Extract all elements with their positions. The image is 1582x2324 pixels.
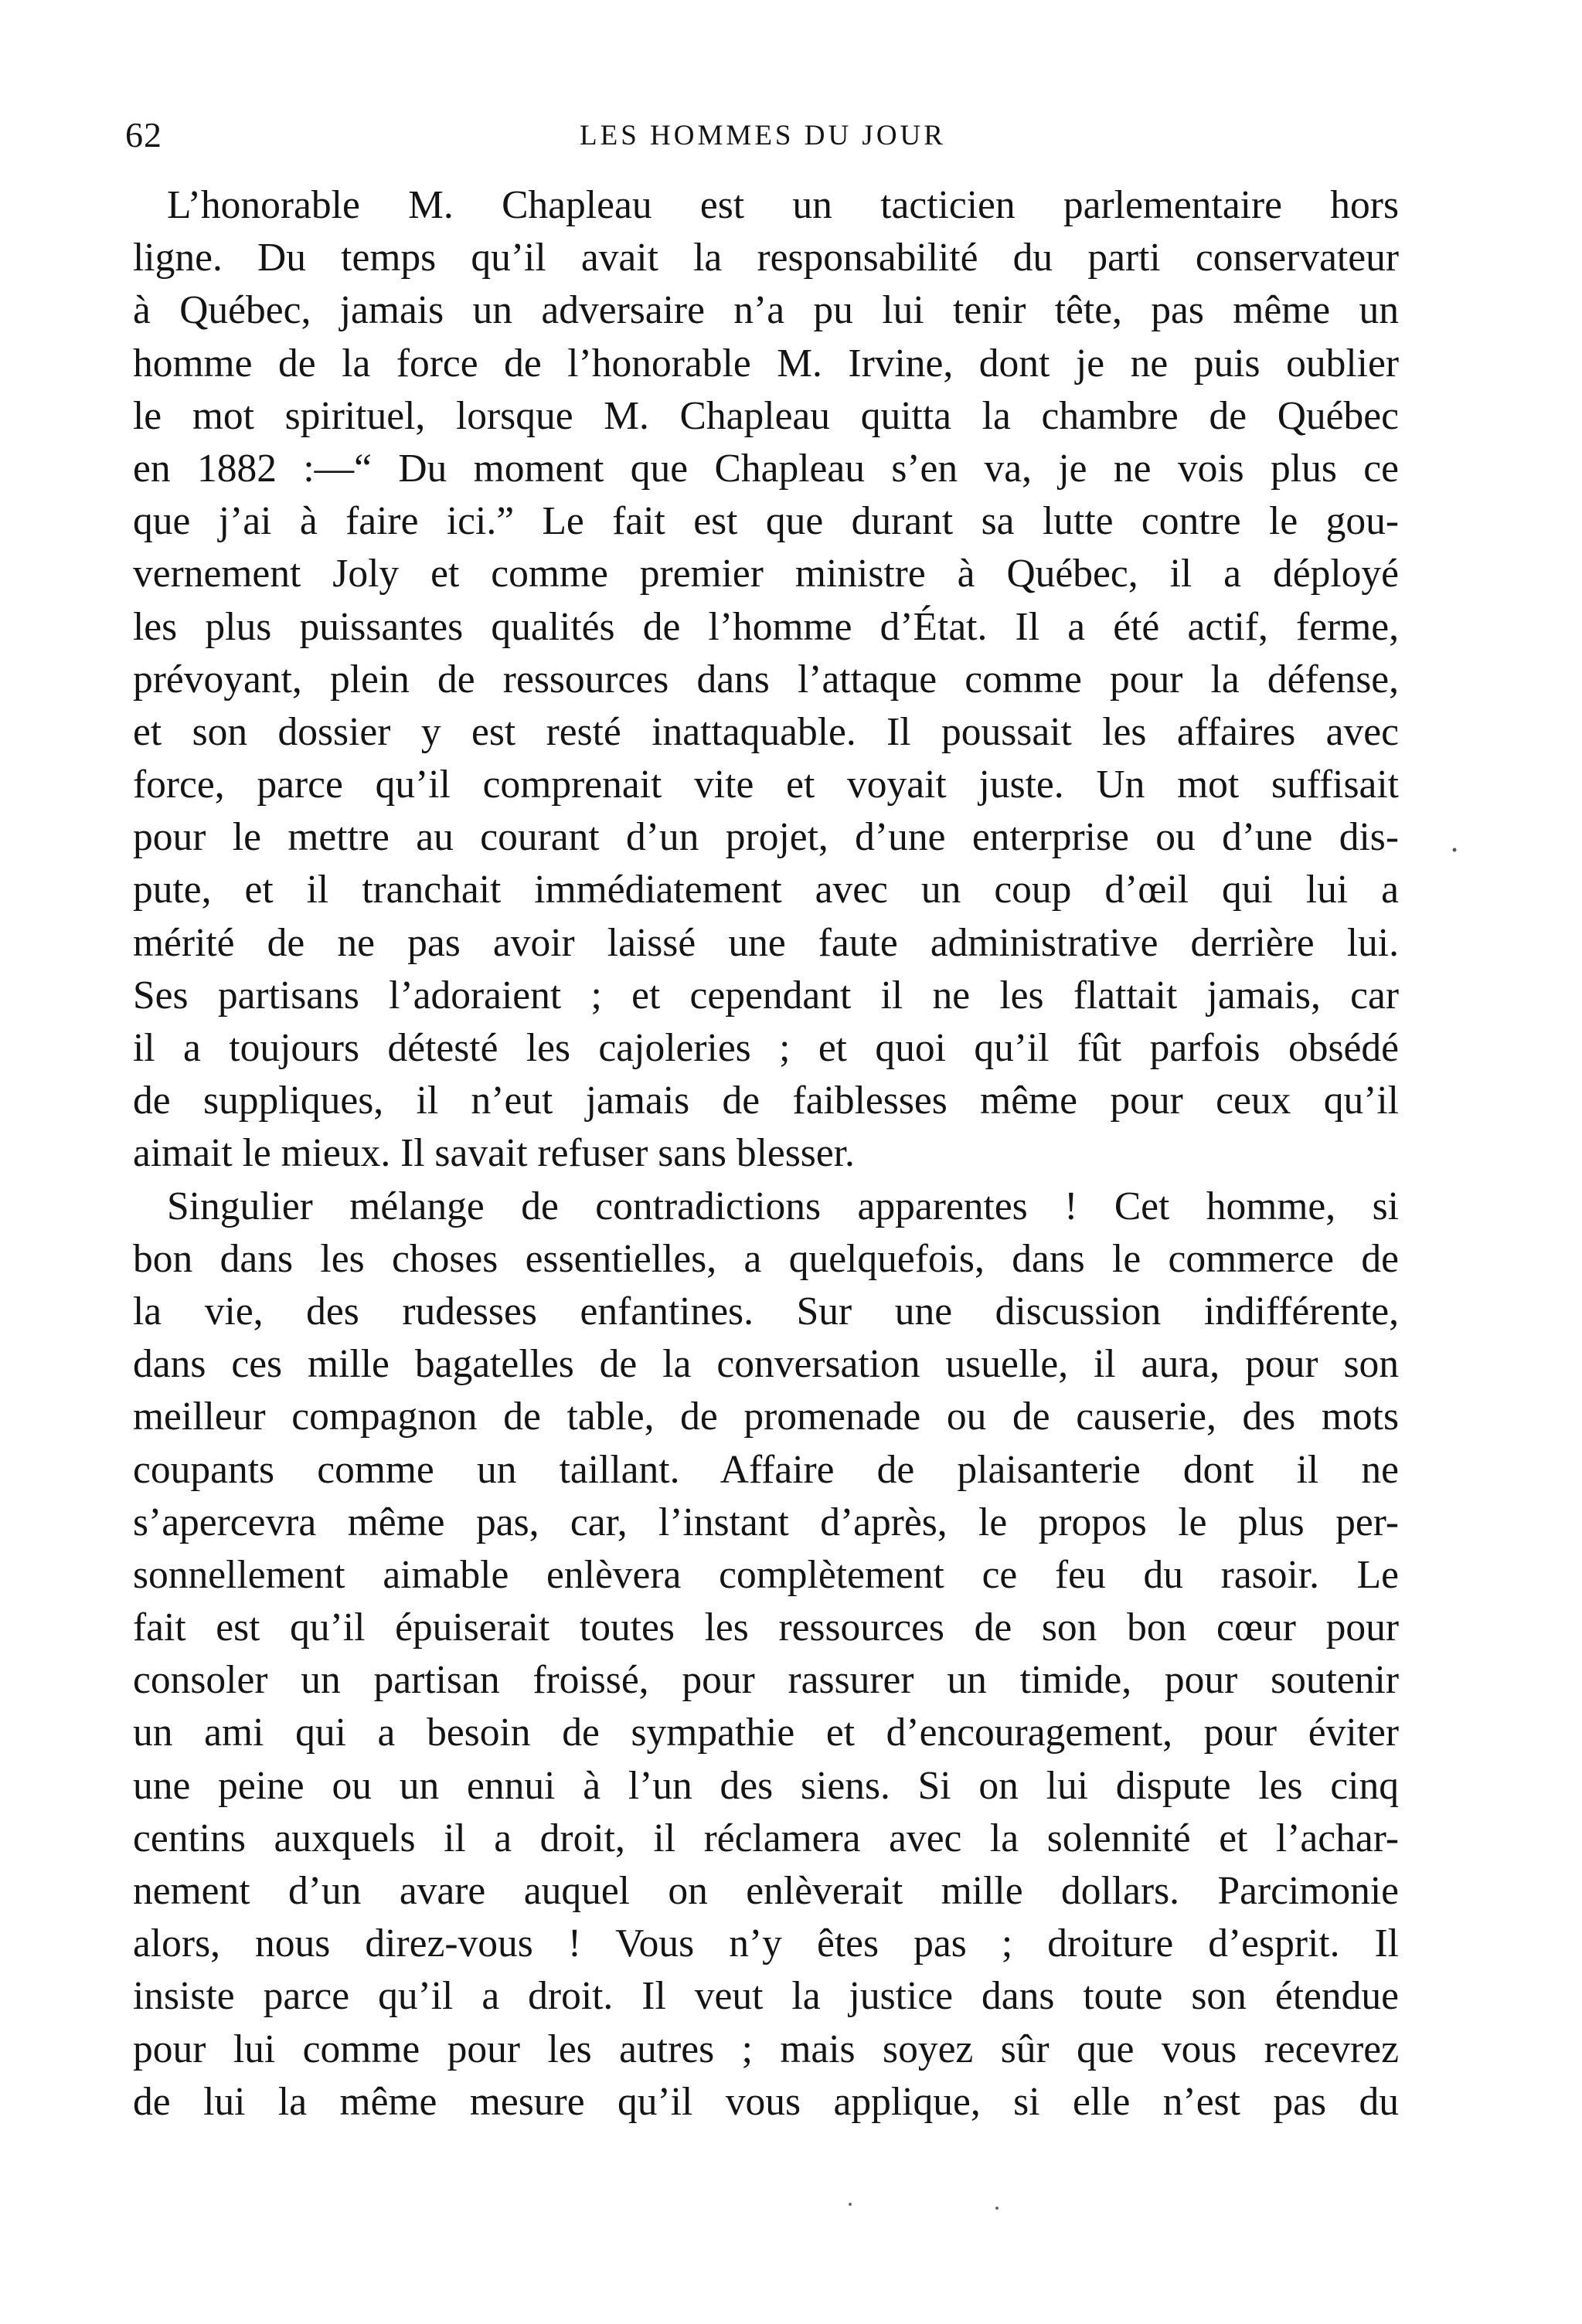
text-line: ligne. Du temps qu’il avait la responsabilité du parti conservateur [133,236,1399,280]
text-line: vernement Joly et comme premier ministre à Québec, il a déployé [133,552,1399,596]
text-line: homme de la force de l’honorable M. Irvine, dont je ne puis oublier [133,341,1399,386]
text-line: que j’ai à faire ici.” Le fait est que durant sa lutte contre le gou- [133,499,1399,544]
text-line: les plus puissantes qualités de l’homme d’État. Il a été actif, ferme, [133,604,1399,649]
text-line: sonnellement aimable enlèvera complètement ce feu du rasoir. Le [133,1552,1399,1597]
text-line: Ses partisans l’adoraient ; et cependant il ne les flattait jamais, car [133,973,1399,1018]
scan-speck [849,2203,852,2206]
text-line: Singulier mélange de contradictions apparentes ! Cet homme, si [167,1184,1399,1228]
text-line: pour lui comme pour les autres ; mais soyez sûr que vous recevrez [133,2027,1399,2071]
text-line: centins auxquels il a droit, il réclamera avec la solennité et l’achar- [133,1816,1399,1860]
text-line: meilleur compagnon de table, de promenade ou de causerie, des mots [133,1395,1399,1439]
text-line: pute, et il tranchait immédiatement avec un coup d’œil qui lui a [133,868,1399,912]
text-line: insiste parce qu’il a droit. Il veut la justice dans toute son étendue [133,1974,1399,2019]
page-number: 62 [125,115,162,155]
text-line: pour le mettre au courant d’un projet, d’une enterprise ou d’une dis- [133,815,1399,860]
text-line: coupants comme un taillant. Affaire de plaisanterie dont il ne [133,1447,1399,1492]
text-line: dans ces mille bagatelles de la conversation usuelle, il aura, pour son [133,1342,1399,1387]
text-line: L’honorable M. Chapleau est un tacticien parlementaire hors [167,183,1399,227]
text-line: prévoyant, plein de ressources dans l’attaque comme pour la défense, [133,657,1399,702]
running-title: LES HOMMES DU JOUR [580,120,946,151]
scan-speck [1453,848,1457,852]
text-line: fait est qu’il épuiserait toutes les ressources de son bon cœur pour [133,1605,1399,1650]
scan-speck [995,2207,999,2210]
text-line: alors, nous direz-vous ! Vous n’y êtes pas ; droiture d’esprit. Il [133,1921,1399,1966]
text-line: bon dans les choses essentielles, a quelquefois, dans le commerce de [133,1236,1399,1281]
text-line: à Québec, jamais un adversaire n’a pu lui tenir tête, pas même un [133,288,1399,333]
text-line: une peine ou un ennui à l’un des siens. Si on lui dispute les cinq [133,1763,1399,1808]
text-line: nement d’un avare auquel on enlèverait mille dollars. Parcimonie [133,1869,1399,1913]
text-line: mérité de ne pas avoir laissé une faute administrative derrière lui. [133,920,1399,965]
text-line: et son dossier y est resté inattaquable. Il poussait les affaires avec [133,709,1399,754]
text-line: consoler un partisan froissé, pour rassurer un timide, pour soutenir [133,1658,1399,1703]
text-line: un ami qui a besoin de sympathie et d’encouragement, pour éviter [133,1711,1399,1755]
text-line: de suppliques, il n’eut jamais de faiblesses même pour ceux qu’il [133,1079,1399,1123]
text-line: le mot spirituel, lorsque M. Chapleau quitta la chambre de Québec [133,393,1399,438]
text-line: en 1882 :—“ Du moment que Chapleau s’en va, je ne vois plus ce [133,446,1399,491]
text-line: s’apercevra même pas, car, l’instant d’après, le propos le plus per- [133,1500,1399,1544]
text-line: de lui la même mesure qu’il vous applique, si elle n’est pas du [133,2079,1399,2124]
text-line: il a toujours détesté les cajoleries ; et quoi qu’il fût parfois obsédé [133,1026,1399,1070]
text-line: la vie, des rudesses enfantines. Sur une discussion indifférente, [133,1289,1399,1334]
text-line: aimait le mieux. Il savait refuser sans blesser. [133,1131,855,1176]
text-line: force, parce qu’il comprenait vite et voyait juste. Un mot suffisait [133,763,1399,807]
